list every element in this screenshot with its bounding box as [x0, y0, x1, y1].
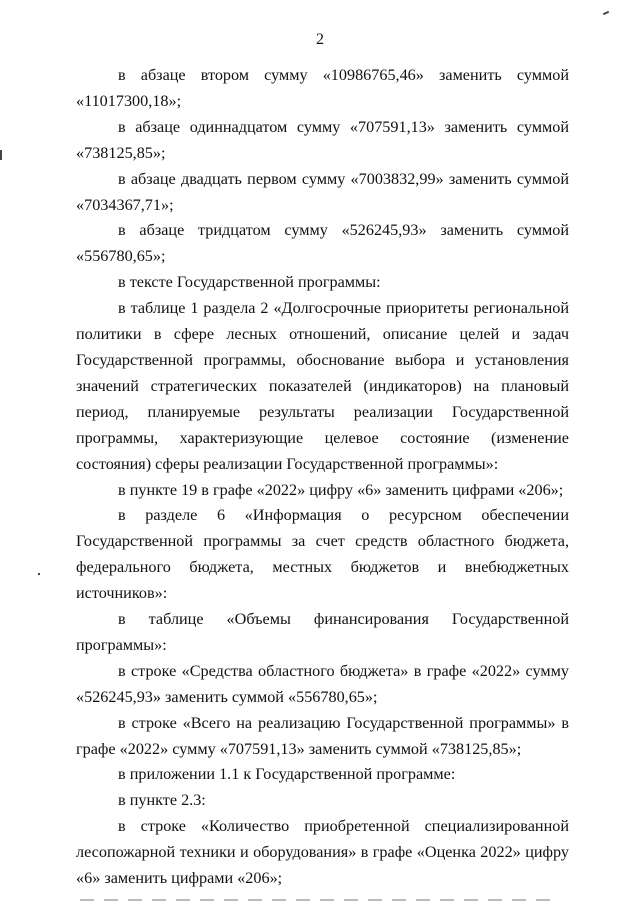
- scan-mark: [603, 11, 609, 15]
- scan-mark: [0, 150, 2, 160]
- paragraph: в пункте 2.3:: [118, 791, 206, 810]
- paragraph: в абзаце втором сумму «10986765,46» заменить суммой «11017300,18»;: [76, 66, 569, 110]
- document-body: [76, 63, 569, 892]
- paragraph: в строке «Количество приобретенной специализированной лесопожарной техники и оборудования» в графе «Оценка 2022» цифру «6» заменить цифрами «206»;: [76, 817, 569, 888]
- paragraph: в строке «Всего на реализацию Государственной программы» в графе «2022» сумму «707591,13» заменить суммой «738125,85»;: [76, 713, 569, 758]
- scan-mark: [38, 573, 40, 575]
- paragraph: в приложении 1.1 к Государственной программе:: [118, 765, 456, 784]
- paragraph: в тексте Государственной программы:: [118, 273, 381, 292]
- paragraph: в строке «Средства областного бюджета» в графе «2022» сумму «526245,93» заменить суммой «556780,65»;: [76, 661, 569, 706]
- paragraph: в пункте 19 в графе «2022» цифру «6» заменить цифрами «206»;: [118, 480, 564, 499]
- paragraph: в таблице 1 раздела 2 «Долгосрочные приоритеты региональной политики в сфере лесных отношений, описание целей и задач Государственной программы, обоснование выбора и установления значений стратегических показателей (индикаторов) на плановый период, планируемые результаты реализации Государственной программы, характеризующие целевое состояние (изменение состояния) сферы реализации Государственной программы»:: [76, 299, 569, 473]
- paragraph: в разделе 6 «Информация о ресурсном обеспечении Государственной программы за счет средств областного бюджета, федерального бюджета, местных бюджетов и внебюджетных источников»:: [76, 506, 569, 603]
- paragraph: в абзаце одиннадцатом сумму «707591,13» заменить суммой «738125,85»;: [76, 117, 569, 162]
- paragraph: в абзаце двадцать первом сумму «7003832,99» заменить суммой «7034367,71»;: [76, 169, 569, 214]
- paragraph: в абзаце тридцатом сумму «526245,93» заменить суммой «556780,65»;: [76, 221, 569, 266]
- paragraph: в таблице «Объемы финансирования Государственной программы»:: [76, 610, 569, 654]
- page-number: 2: [316, 31, 324, 48]
- next-page-edge: [80, 899, 550, 901]
